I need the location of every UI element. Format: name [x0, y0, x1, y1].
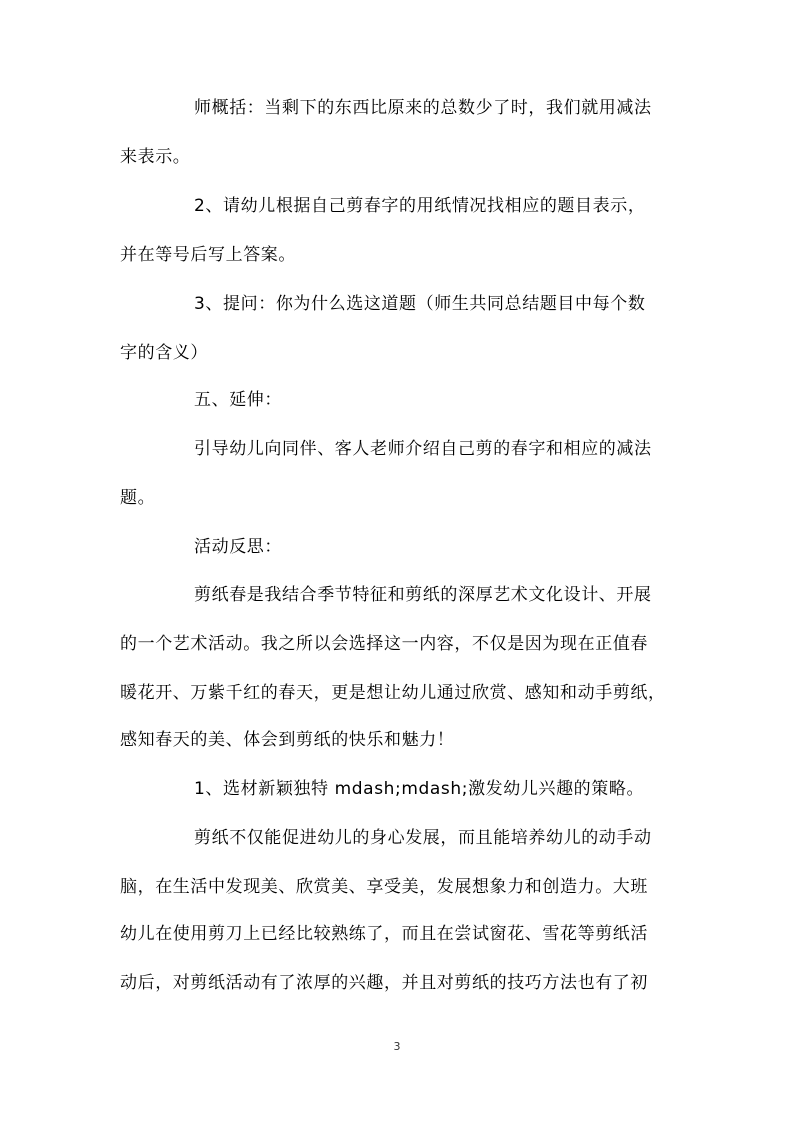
text-line: 题。: [120, 488, 156, 508]
text-line: 来表示。: [120, 147, 191, 167]
text-line: 字的含义）: [120, 343, 208, 363]
text-line: 感知春天的美、体会到剪纸的快乐和魅力！: [120, 730, 455, 750]
page-number: 3: [393, 1040, 401, 1053]
text-line: 剪纸不仅能促进幼儿的身心发展，而且能培养幼儿的动手动: [194, 828, 652, 848]
text-line: 动后，对剪纸活动有了浓厚的兴趣，并且对剪纸的技巧方法也有了初: [120, 973, 648, 993]
text-line: 幼儿在使用剪刀上已经比较熟练了，而且在尝试窗花、雪花等剪纸活: [120, 924, 648, 944]
text-line: 的一个艺术活动。我之所以会选择这一内容，不仅是因为现在正值春: [120, 634, 648, 654]
text-line: 剪纸春是我结合季节特征和剪纸的深厚艺术文化设计、开展: [194, 585, 652, 605]
text-line: 3、提问：你为什么选这道题（师生共同总结题目中每个数: [194, 294, 646, 314]
section-heading: 五、延伸：: [194, 390, 282, 410]
text-line: 1、选材新颖独特 mdash;mdash;激发幼儿兴趣的策略。: [194, 779, 645, 799]
section-heading: 活动反思：: [194, 537, 282, 557]
text-line: 2、请幼儿根据自己剪春字的用纸情况找相应的题目表示，: [194, 196, 646, 216]
text-line: 并在等号后写上答案。: [120, 245, 296, 265]
text-line: 暖花开、万紫千红的春天，更是想让幼儿通过欣赏、感知和动手剪纸，: [120, 683, 666, 703]
text-line: 引导幼儿向同伴、客人老师介绍自己剪的春字和相应的减法: [194, 439, 652, 459]
text-line: 脑，在生活中发现美、欣赏美、享受美，发展想象力和创造力。大班: [120, 877, 648, 897]
text-line: 师概括：当剩下的东西比原来的总数少了时，我们就用减法: [194, 98, 652, 118]
